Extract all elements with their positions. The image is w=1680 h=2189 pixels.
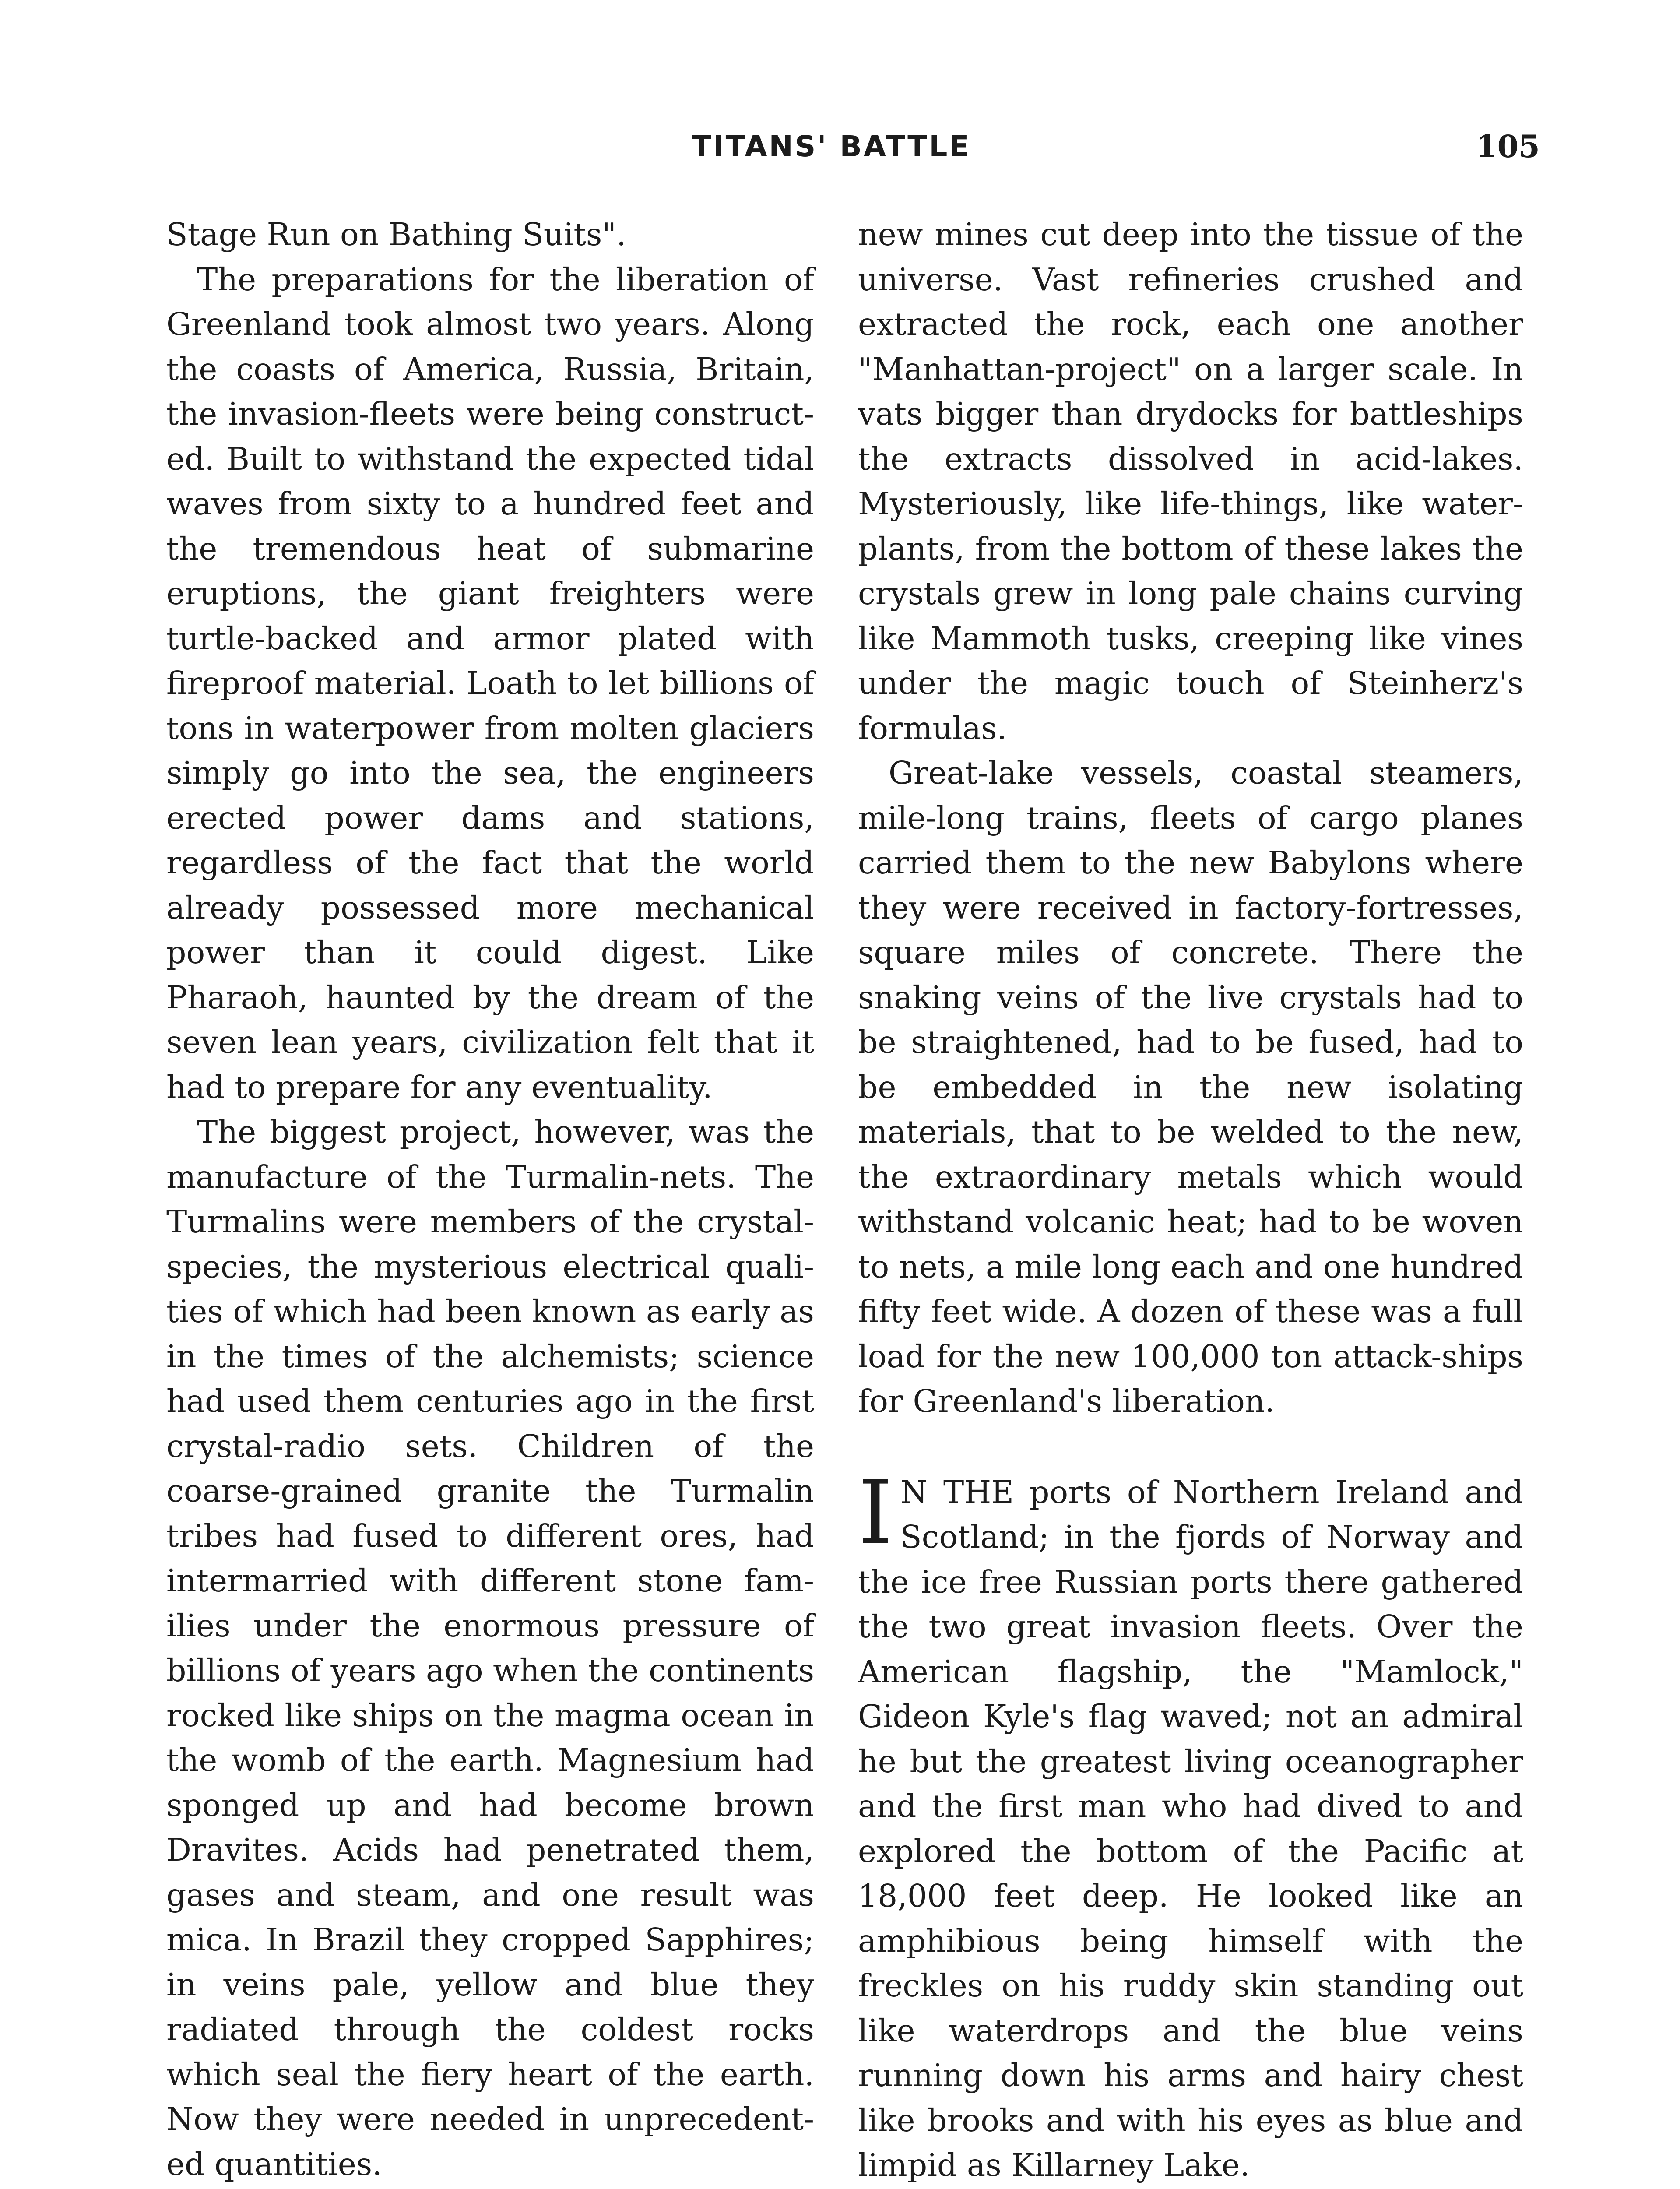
paragraph-preparations: The preparations for the liberation of Greenland took almost two years. Along the coasts of America, Russia, Britain, the invasion-fleets were being constructed. Built to withstand the expected tidal waves from sixty to a hundred feet and the tremendous heat of submarine eruptions, the giant freighters were turtle-backed and armor plated with fireproof material. Loath to let billions of tons in waterpower from molten glaciers simply go into the sea, the engineers erected power dams and stations, regardless of the fact that the world already possessed more mechanical power than it could digest. Like Pharaoh, haunted by the dream of the seven lean years, civilization felt that it had to prepare for any eventuality. [166, 261, 814, 1105]
running-head [0, 123, 1680, 171]
paragraph-continued: Stage Run on Bathing Suits". [166, 216, 626, 253]
running-title: TITANS' BATTLE [692, 130, 971, 163]
paragraph-new-mines: new mines cut deep into the tissue of the universe. Vast refineries crushed and extracted the rock, each one another "Manhattan-project" on a larger scale. In vats bigger than drydocks for battleships the extracts dissolved in acid-lakes. Mysteriously, like life-things, like water-plants, from the bottom of these lakes the crystals grew in long pale chains curving like Mammoth tusks, creeping like vines under the magic touch of Steinherz's formulas. [858, 216, 1523, 746]
paragraph-great-lake-vessels: Great-lake vessels, coastal steamers, mile-long trains, fleets of cargo planes carried them to the new Babylons where they were received in factory-fortresses, square miles of concrete. There the snaking veins of the live crystals had to be straightened, had to be fused, had to be embedded in the new isolating materials, that to be welded to the new, the extraordinary metals which would withstand volcanic heat; had to be woven to nets, a mile long each and one hundred fifty feet wide. A dozen of these was a full load for the new 100,000 ton attack-ships for Greenland's liberation. [858, 755, 1523, 1419]
paragraph-section-opening [858, 1461, 1523, 2188]
left-column [166, 212, 814, 2189]
paragraph-turmalin-nets: The biggest project, however, was the manufacture of the Turmalin-nets. The Turmalins were members of the crystal-species, the mysterious electrical qualities of which had been known as early as in the times of the alchemists; science had used them centuries ago in the first crystal-radio sets. Children of the coarse-grained granite the Turmalin tribes had fused to different ores, had intermarried with different stone families under the enormous pressure of billions of years ago when the continents rocked like ships on the magma ocean in the womb of the earth. Magnesium had sponged up and had become brown Dravites. Acids had penetrated them, gases and steam, and one result was mica. In Brazil they cropped Sapphires; in veins pale, yellow and blue they radiated through the coldest rocks which seal the fiery heart of the earth. Now they were needed in unprecedented quantities. [166, 1114, 814, 2182]
section-break [858, 1424, 1523, 1470]
page-number: 105 [1476, 128, 1540, 165]
section-opening-text: N THE ports of Northern Ireland and Scotland; in the fjords of Norway and the ice free Russian ports there gathered the two great invasion fleets. Over the American flagship, the "Mamlock," Gideon Kyle's flag waved; not an admiral he but the greatest living oceanographer and the first man who had dived to and explored the bottom of the Pacific at 18,000 feet deep. He looked like an amphibious being himself with the freckles on his ruddy skin standing out like waterdrops and the blue veins running down his arms and hairy chest like brooks and with his eyes as blue and limpid as Killarney Lake. [858, 1474, 1523, 2183]
right-column [858, 212, 1523, 2189]
drop-cap: I [858, 1461, 893, 1564]
paragraph-appalachians [166, 2187, 814, 2189]
